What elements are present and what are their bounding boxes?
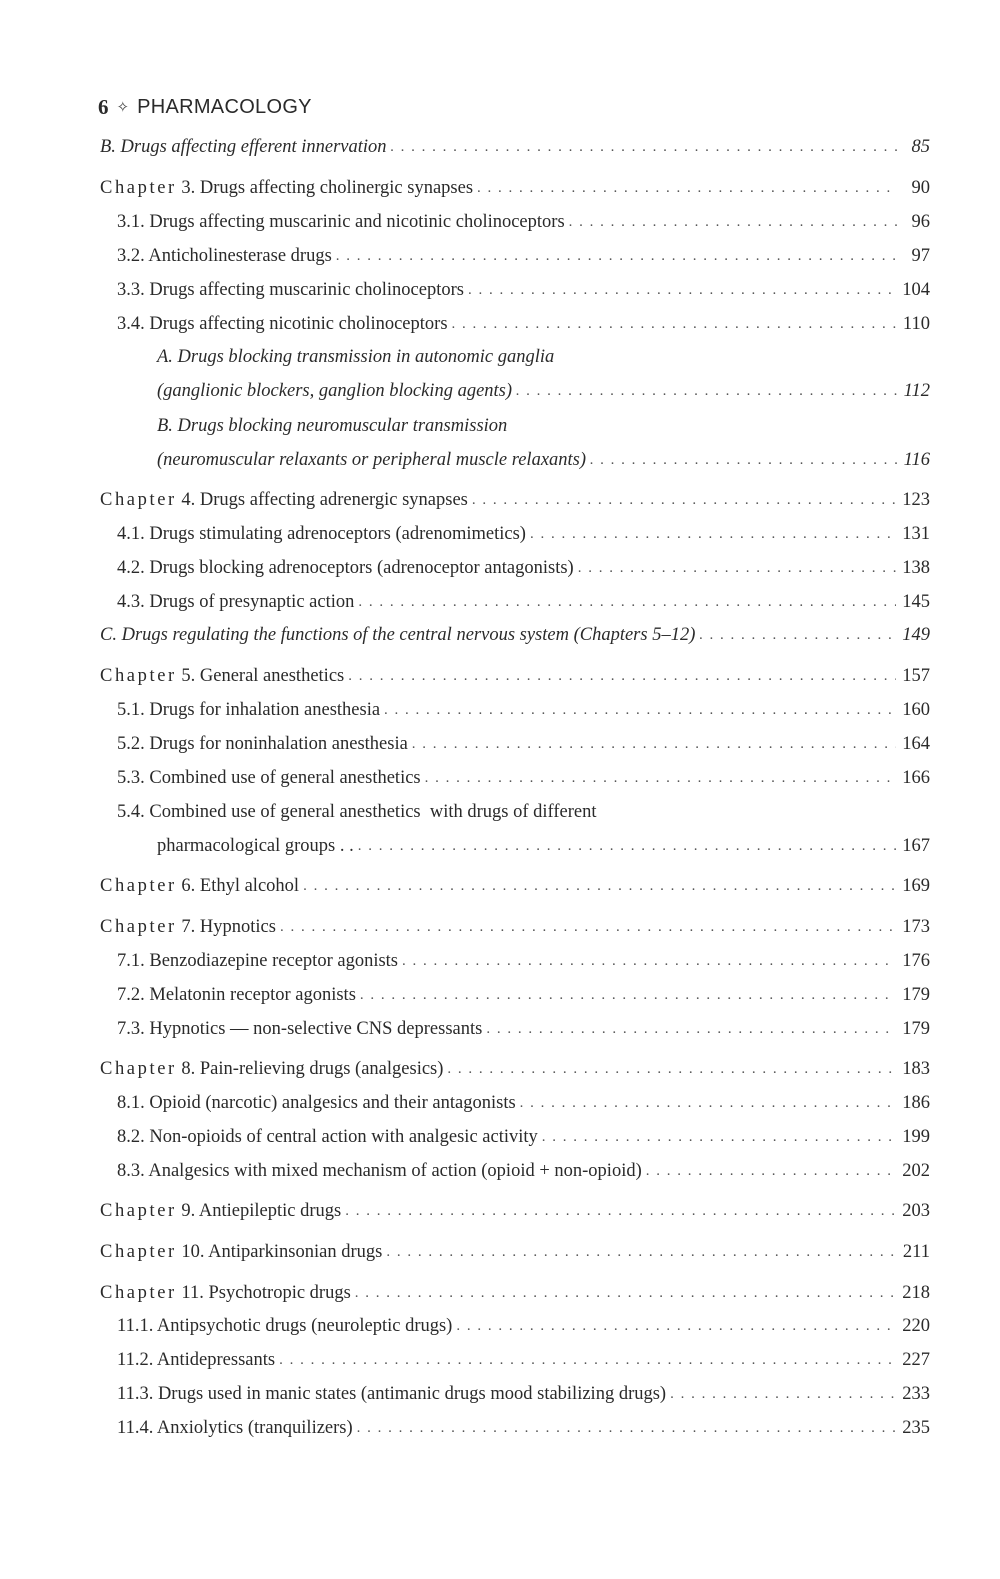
- toc-entry-title: [100, 872, 303, 900]
- toc-section-7-3[interactable]: [117, 1015, 930, 1043]
- chapter-title: 9. Antiepileptic drugs: [176, 1201, 342, 1221]
- toc-section-5-3[interactable]: [117, 764, 930, 792]
- toc-section-7-1[interactable]: [117, 947, 930, 975]
- toc-entry-title: 5.2. Drugs for noninhalation anesthesia: [117, 734, 408, 754]
- toc-entry-title: 3.1. Drugs affecting muscarinic and nicotinic cholinoceptors: [117, 212, 565, 232]
- toc-entry-title: 7.2. Melatonin receptor agonists: [117, 985, 356, 1005]
- toc-page-number: 123: [902, 490, 930, 510]
- toc-entry-title: [100, 1055, 447, 1083]
- toc-entry-title: 3.3. Drugs affecting muscarinic cholinoceptors: [117, 280, 464, 300]
- dot-leader: [516, 377, 898, 405]
- toc-section-7-2[interactable]: [117, 981, 930, 1009]
- dot-leader: [477, 174, 898, 202]
- dot-leader: [355, 1279, 896, 1307]
- toc-page-number: 203: [902, 1201, 930, 1221]
- dot-leader: [402, 947, 896, 975]
- toc-page-number: 160: [902, 700, 930, 720]
- chapter-label: Chapter: [100, 490, 177, 510]
- dot-leader: [699, 621, 896, 649]
- toc-page-number: 169: [902, 876, 930, 896]
- dot-leader: [530, 520, 896, 548]
- dot-leader: [452, 310, 897, 338]
- toc-entry-title: [100, 1197, 345, 1225]
- chapter-label: Chapter: [100, 917, 177, 937]
- toc-page-number: 235: [902, 1418, 930, 1438]
- dot-leader: [569, 208, 898, 236]
- toc-chapter-10[interactable]: [100, 1238, 930, 1266]
- toc-page-number: 233: [902, 1384, 930, 1404]
- toc-section-11-3[interactable]: [117, 1380, 930, 1408]
- toc-section-11-2[interactable]: [117, 1346, 930, 1374]
- toc-part-b[interactable]: [100, 133, 930, 161]
- toc-part-c[interactable]: [100, 621, 930, 649]
- toc-page-number: 145: [902, 592, 930, 612]
- chapter-label: Chapter: [100, 876, 177, 896]
- page-header: [98, 92, 312, 122]
- toc-entry-title: 11.2. Antidepressants: [117, 1350, 276, 1370]
- dot-leader: [646, 1157, 897, 1185]
- chapter-title: 6. Ethyl alcohol: [176, 876, 300, 896]
- toc-section-5-1[interactable]: [117, 696, 930, 724]
- toc-page-number: 199: [902, 1127, 930, 1147]
- chapter-title: 7. Hypnotics: [176, 917, 276, 937]
- toc-section-8-3[interactable]: [117, 1157, 930, 1185]
- running-title: PHARMACOLOGY: [137, 95, 312, 118]
- toc-entry-title: 5.1. Drugs for inhalation anesthesia: [117, 700, 381, 720]
- toc-section-11-4[interactable]: [117, 1414, 930, 1442]
- chapter-label: Chapter: [100, 178, 177, 198]
- chapter-title: 11. Psychotropic drugs: [176, 1283, 351, 1303]
- toc-section-3-2[interactable]: [117, 242, 930, 270]
- dot-leader: [590, 446, 898, 474]
- chapter-label: Chapter: [100, 1242, 177, 1262]
- toc-subsection-3-4-b[interactable]: [157, 446, 930, 474]
- toc-entry-title: 11.4. Anxiolytics (tranquilizers): [117, 1418, 353, 1438]
- toc-page-number: 179: [902, 1019, 930, 1039]
- toc-entry-title: 8.2. Non-opioids of central action with analgesic activity: [117, 1127, 538, 1147]
- toc-subsection-3-4-b-line1: B. Drugs blocking neuromuscular transmission: [157, 416, 508, 436]
- chapter-title: 3. Drugs affecting cholinergic synapses: [176, 178, 474, 198]
- dot-leader: [447, 1055, 896, 1083]
- toc-section-11-1[interactable]: [117, 1312, 930, 1340]
- toc-page-number: 183: [902, 1059, 930, 1079]
- dot-leader: [520, 1089, 897, 1117]
- toc-entry-title: pharmacological groups . .: [157, 836, 354, 856]
- toc-entry-title: [100, 1238, 386, 1266]
- dot-leader: [456, 1312, 896, 1340]
- dot-leader: [336, 242, 898, 270]
- toc-page-number: 104: [902, 280, 930, 300]
- toc-page-number: 176: [902, 951, 930, 971]
- chapter-label: Chapter: [100, 1201, 177, 1221]
- diamond-outline-icon: ✧: [116, 99, 130, 116]
- dot-leader: [391, 133, 898, 161]
- toc-entry-title: 3.2. Anticholinesterase drugs: [117, 246, 332, 266]
- dot-leader: [468, 276, 896, 304]
- toc-entry-title: 7.1. Benzodiazepine receptor agonists: [117, 951, 398, 971]
- toc-entry-title: 4.3. Drugs of presynaptic action: [117, 592, 355, 612]
- dot-leader: [472, 486, 896, 514]
- toc-section-4-1[interactable]: [117, 520, 930, 548]
- toc-page-number: 112: [903, 381, 930, 401]
- dot-leader: [412, 730, 896, 758]
- toc-page-number: 157: [902, 666, 930, 686]
- toc-entry-title: [100, 662, 348, 690]
- toc-chapter-6[interactable]: [100, 872, 930, 900]
- chapter-label: Chapter: [100, 1283, 177, 1303]
- toc-page-number: 202: [902, 1161, 930, 1181]
- toc-chapter-8[interactable]: [100, 1055, 930, 1083]
- dot-leader: [279, 1346, 896, 1374]
- dot-leader: [303, 872, 896, 900]
- toc-entry-title: C. Drugs regulating the functions of the central nervous system (Chapters 5–12): [100, 625, 696, 645]
- toc-section-5-2[interactable]: [117, 730, 930, 758]
- toc-chapter-3[interactable]: [100, 174, 930, 202]
- toc-entry-title: 8.3. Analgesics with mixed mechanism of action (opioid + non-opioid): [117, 1161, 642, 1181]
- dot-leader: [360, 981, 896, 1009]
- dot-leader: [670, 1380, 896, 1408]
- chapter-title: 5. General anesthetics: [176, 666, 345, 686]
- toc-page-number: 85: [911, 137, 930, 157]
- toc-entry-title: 11.3. Drugs used in manic states (antimanic drugs mood stabilizing drugs): [117, 1384, 667, 1404]
- toc-page-number: 138: [902, 558, 930, 578]
- toc-page-number: 186: [902, 1093, 930, 1113]
- chapter-title: 4. Drugs affecting adrenergic synapses: [176, 490, 468, 510]
- toc-section-3-3[interactable]: [117, 276, 930, 304]
- chapter-label: Chapter: [100, 666, 177, 686]
- chapter-title: 8. Pain-relieving drugs (analgesics): [176, 1059, 444, 1079]
- dot-leader: [348, 662, 896, 690]
- toc-page-number: 97: [911, 246, 930, 266]
- toc-entry-title: B. Drugs affecting efferent innervation: [100, 137, 387, 157]
- toc-page-number: 218: [902, 1283, 930, 1303]
- toc-section-4-3[interactable]: [117, 588, 930, 616]
- toc-page-number: 131: [902, 524, 930, 544]
- dot-leader: [386, 1238, 897, 1266]
- dot-leader: [384, 696, 896, 724]
- toc-entry-title: [100, 174, 477, 202]
- toc-subsection-3-4-a[interactable]: [157, 377, 930, 405]
- toc-entry-title: 7.3. Hypnotics — non-selective CNS depressants: [117, 1019, 483, 1039]
- toc-entry-title: 4.2. Drugs blocking adrenoceptors (adrenoceptor antagonists): [117, 558, 574, 578]
- toc-page-number: 149: [902, 625, 930, 645]
- toc-page-number: 164: [902, 734, 930, 754]
- toc-entry-title: (neuromuscular relaxants or peripheral muscle relaxants): [157, 450, 587, 470]
- toc-chapter-5[interactable]: [100, 662, 930, 690]
- toc-entry-title: 5.3. Combined use of general anesthetics: [117, 768, 421, 788]
- toc-entry-title: (ganglionic blockers, ganglion blocking agents): [157, 381, 513, 401]
- dot-leader: [486, 1015, 896, 1043]
- toc-chapter-7[interactable]: [100, 913, 930, 941]
- toc-entry-title: 11.1. Antipsychotic drugs (neuroleptic drugs): [117, 1316, 453, 1336]
- toc-page-number: 110: [902, 314, 930, 334]
- toc-entry-title: [100, 913, 280, 941]
- dot-leader: [542, 1123, 896, 1151]
- toc-page-number: 227: [902, 1350, 930, 1370]
- toc-subsection-3-4-a-line1: A. Drugs blocking transmission in autonomic ganglia: [157, 347, 555, 367]
- toc-section-4-2[interactable]: [117, 554, 930, 582]
- toc-section-5-4-line1: 5.4. Combined use of general anesthetics with drugs of different: [117, 802, 597, 822]
- toc-entry-title: 8.1. Opioid (narcotic) analgesics and their antagonists: [117, 1093, 516, 1113]
- toc-page-number: 96: [911, 212, 930, 232]
- toc-page-number: 90: [911, 178, 930, 198]
- toc-page-number: 167: [902, 836, 930, 856]
- toc-page-number: 166: [902, 768, 930, 788]
- toc-section-3-4[interactable]: [117, 310, 930, 338]
- toc-section-8-1[interactable]: [117, 1089, 930, 1117]
- toc-page-number: 220: [902, 1316, 930, 1336]
- toc-section-8-2[interactable]: [117, 1123, 930, 1151]
- toc-page-number: 179: [902, 985, 930, 1005]
- dot-leader: [358, 588, 896, 616]
- toc-entry-title: [100, 486, 472, 514]
- toc-entry-title: 4.1. Drugs stimulating adrenoceptors (adrenomimetics): [117, 524, 526, 544]
- dot-leader: [358, 832, 896, 860]
- dot-leader: [345, 1197, 896, 1225]
- toc-page-number: 116: [903, 450, 930, 470]
- toc-chapter-4[interactable]: [100, 486, 930, 514]
- toc-section-5-4[interactable]: [157, 832, 930, 860]
- page-number: 6: [98, 94, 109, 119]
- chapter-label: Chapter: [100, 1059, 177, 1079]
- dot-leader: [425, 764, 897, 792]
- toc-page-number: 173: [902, 917, 930, 937]
- toc-section-3-1[interactable]: [117, 208, 930, 236]
- toc-entry-title: 3.4. Drugs affecting nicotinic cholinoceptors: [117, 314, 448, 334]
- toc-entry-title: [100, 1279, 355, 1307]
- chapter-title: 10. Antiparkinsonian drugs: [176, 1242, 383, 1262]
- dot-leader: [578, 554, 897, 582]
- toc-chapter-9[interactable]: [100, 1197, 930, 1225]
- dot-leader: [357, 1414, 897, 1442]
- toc-chapter-11[interactable]: [100, 1279, 930, 1307]
- dot-leader: [280, 913, 896, 941]
- toc-page-number: 211: [902, 1242, 930, 1262]
